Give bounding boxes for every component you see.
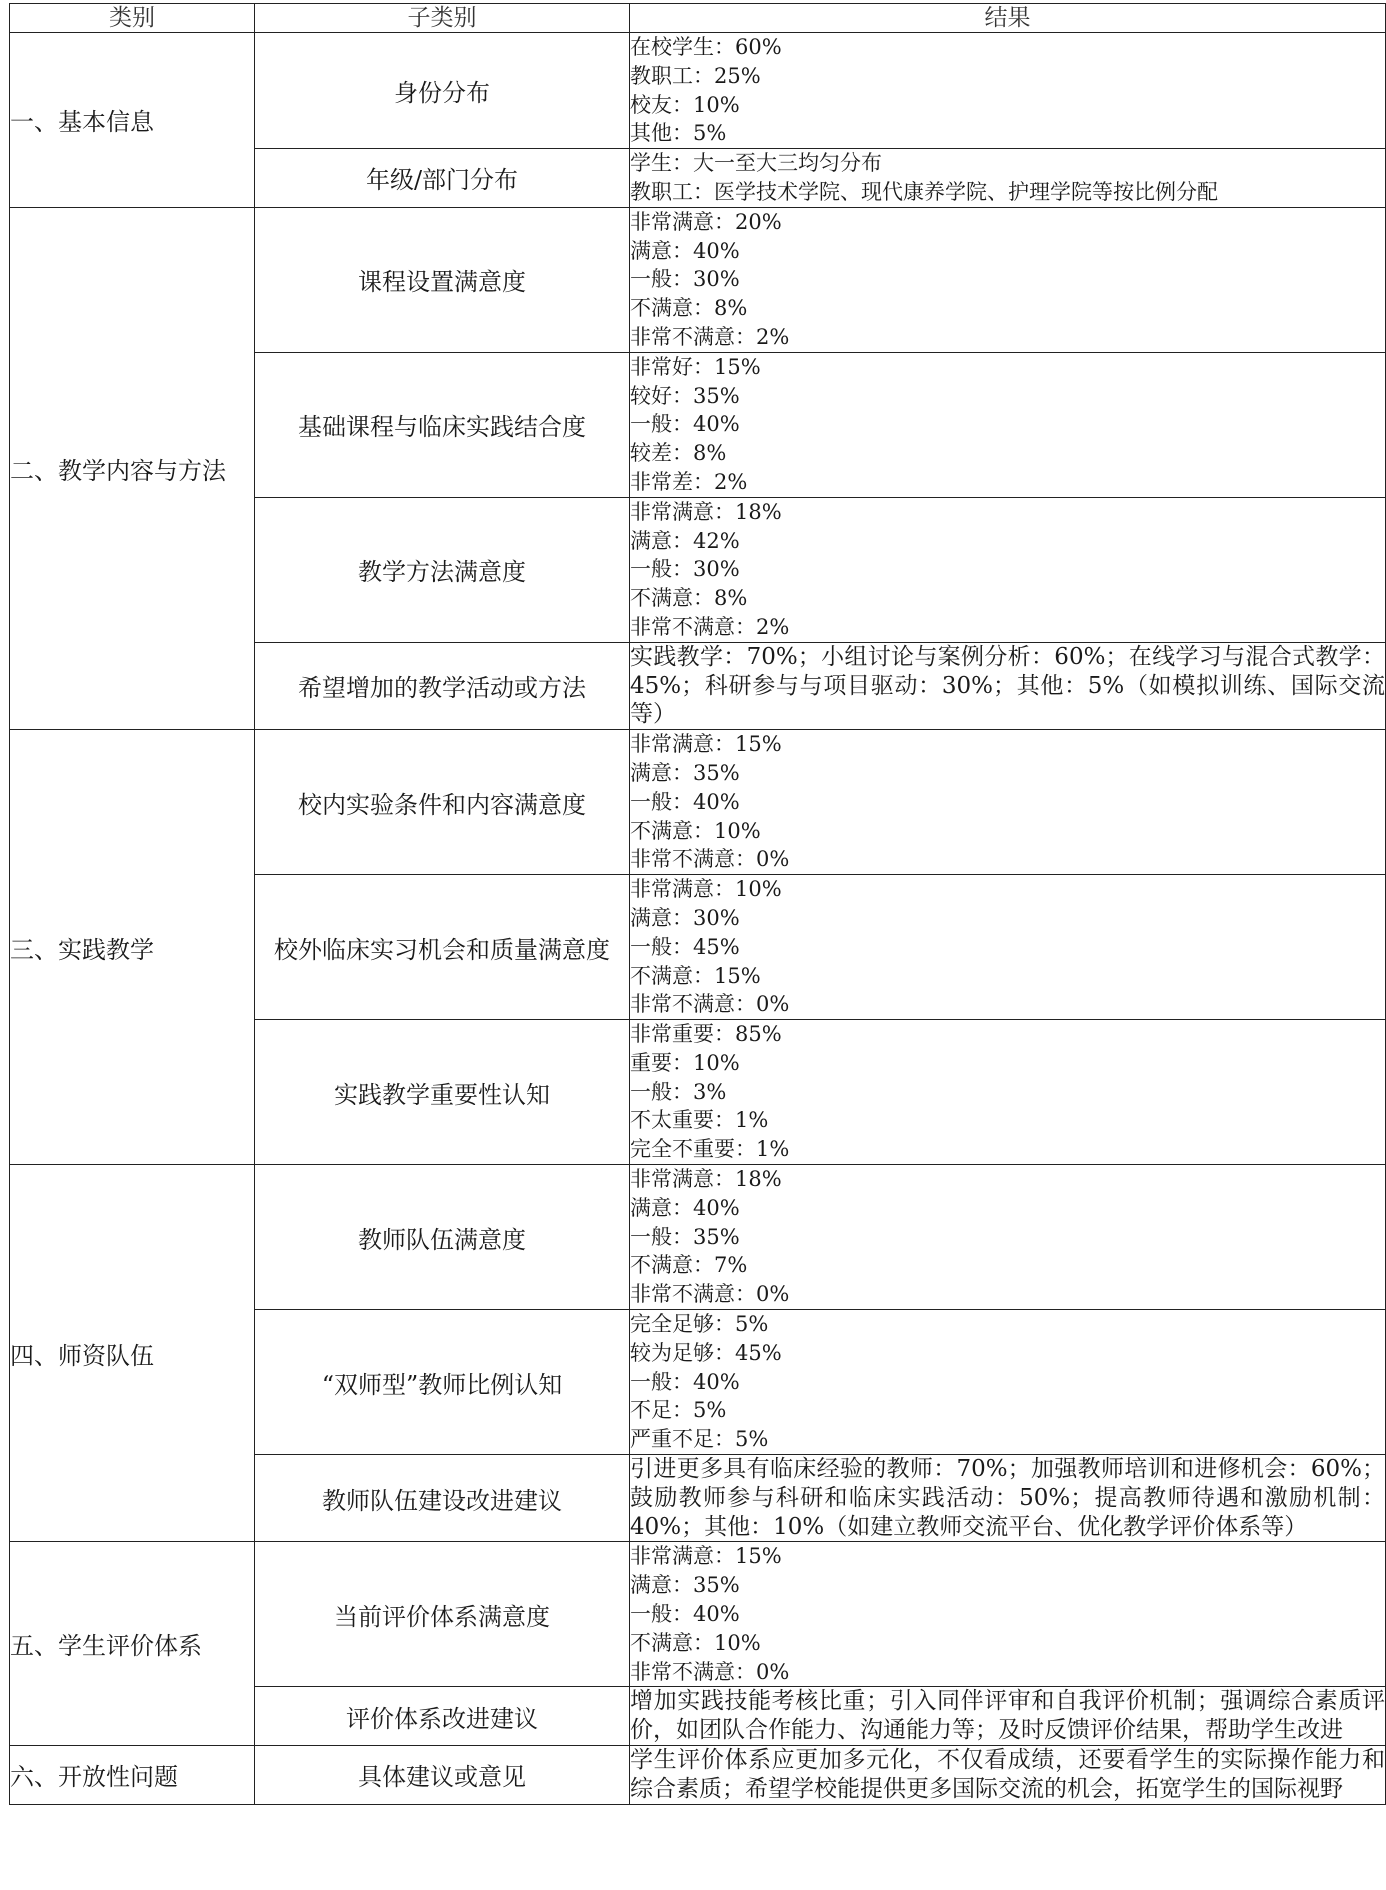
result-line: 一般：40%: [630, 412, 740, 437]
result-cell: [630, 149, 1386, 208]
result-cell: [630, 1542, 1386, 1687]
result-line: 非常好：15%: [630, 354, 761, 379]
subcategory-cell: 当前评价体系满意度: [255, 1542, 630, 1687]
result-line: 非常满意：18%: [630, 499, 782, 524]
result-line: 一般：30%: [630, 557, 740, 582]
table-row: [10, 730, 1386, 875]
survey-sheet: [9, 3, 1385, 1805]
result-line: 较差：8%: [630, 441, 727, 466]
subcategory-cell: 希望增加的教学活动或方法: [255, 642, 630, 729]
header-category: 类别: [10, 4, 255, 33]
result-line: 其他：5%: [630, 121, 727, 146]
result-line: 一般：40%: [630, 789, 740, 814]
result-line: 不满意：10%: [630, 1630, 761, 1655]
result-line: 不满意：15%: [630, 963, 761, 988]
result-line: 满意：35%: [630, 760, 740, 785]
result-line: 严重不足：5%: [630, 1427, 769, 1452]
result-line: 非常重要：85%: [630, 1022, 782, 1047]
result-line: 完全不重要：1%: [630, 1137, 790, 1162]
result-line: 非常满意：15%: [630, 732, 782, 757]
subcategory-cell: 课程设置满意度: [255, 207, 630, 352]
subcategory-cell: 年级/部门分布: [255, 149, 630, 208]
result-line: 重要：10%: [630, 1050, 740, 1075]
result-line: 校友：10%: [630, 92, 740, 117]
result-line: 非常不满意：0%: [630, 992, 790, 1017]
subcategory-cell: 基础课程与临床实践结合度: [255, 352, 630, 497]
result-line: 非常满意：18%: [630, 1167, 782, 1192]
category-cell: 四、师资队伍: [10, 1165, 255, 1542]
result-cell: [630, 207, 1386, 352]
subcategory-cell: 身份分布: [255, 33, 630, 149]
table-body: [10, 33, 1386, 1805]
result-cell: [630, 1165, 1386, 1310]
result-line: 满意：42%: [630, 528, 740, 553]
result-cell: [630, 497, 1386, 642]
result-cell: [630, 1455, 1386, 1542]
result-line: 一般：45%: [630, 934, 740, 959]
subcategory-cell: 校内实验条件和内容满意度: [255, 730, 630, 875]
category-cell: 六、开放性问题: [10, 1746, 255, 1805]
result-line: 一般：35%: [630, 1224, 740, 1249]
result-line: 不足：5%: [630, 1398, 727, 1423]
result-line: 学生：大一至大三均匀分布: [630, 151, 882, 176]
result-line: 一般：30%: [630, 267, 740, 292]
category-cell: 二、教学内容与方法: [10, 207, 255, 729]
result-line: 不满意：8%: [630, 586, 748, 611]
result-paragraph: 增加实践技能考核比重；引入同伴评审和自我评价机制；强调综合素质评价，如团队合作能力、沟通能力等；及时反馈评价结果，帮助学生改进: [630, 1688, 1385, 1744]
table-row: [10, 33, 1386, 149]
result-cell: [630, 730, 1386, 875]
category-cell: 五、学生评价体系: [10, 1542, 255, 1746]
result-cell: [630, 33, 1386, 149]
result-line: 教职工：25%: [630, 63, 761, 88]
result-cell: [630, 1020, 1386, 1165]
result-line: 非常差：2%: [630, 469, 748, 494]
result-line: 完全足够：5%: [630, 1312, 769, 1337]
header-result: 结果: [630, 4, 1386, 33]
survey-results-table: [9, 3, 1386, 1805]
result-cell: [630, 1687, 1386, 1746]
result-paragraph: 实践教学：70%；小组讨论与案例分析：60%；在线学习与混合式教学：45%；科研参与与项目驱动：30%；其他：5%（如模拟训练、国际交流等）: [630, 643, 1385, 728]
category-cell: 三、实践教学: [10, 730, 255, 1165]
subcategory-cell: 评价体系改进建议: [255, 1687, 630, 1746]
result-paragraph: 引进更多具有临床经验的教师：70%；加强教师培训和进修机会：60%；鼓励教师参与科研和临床实践活动：50%；提高教师待遇和激励机制：40%；其他：10%（如建立教师交流平台、优化教学评价体系等）: [630, 1456, 1385, 1540]
result-line: 非常满意：10%: [630, 877, 782, 902]
table-row: [10, 1542, 1386, 1687]
subcategory-cell: 实践教学重要性认知: [255, 1020, 630, 1165]
result-line: 不太重要：1%: [630, 1108, 769, 1133]
result-line: 非常不满意：0%: [630, 1659, 790, 1684]
category-cell: 一、基本信息: [10, 33, 255, 208]
result-line: 非常不满意：2%: [630, 614, 790, 639]
result-line: 不满意：8%: [630, 296, 748, 321]
result-line: 一般：40%: [630, 1369, 740, 1394]
result-line: 一般：40%: [630, 1602, 740, 1627]
result-line: 满意：35%: [630, 1573, 740, 1598]
result-line: 较好：35%: [630, 383, 740, 408]
result-cell: [630, 875, 1386, 1020]
subcategory-cell: 教师队伍建设改进建议: [255, 1455, 630, 1542]
result-line: 非常不满意：0%: [630, 1282, 790, 1307]
result-paragraph: 学生评价体系应更加多元化，不仅看成绩，还要看学生的实际操作能力和综合素质；希望学校能提供更多国际交流的机会，拓宽学生的国际视野: [630, 1747, 1385, 1802]
result-line: 较为足够：45%: [630, 1340, 782, 1365]
result-line: 教职工：医学技术学院、现代康养学院、护理学院等按比例分配: [630, 179, 1218, 204]
header-subcategory: 子类别: [255, 4, 630, 33]
result-line: 在校学生：60%: [630, 35, 782, 59]
result-cell: [630, 642, 1386, 729]
result-line: 非常不满意：0%: [630, 847, 790, 872]
table-row: [10, 207, 1386, 352]
subcategory-cell: 校外临床实习机会和质量满意度: [255, 875, 630, 1020]
table-header-row: [10, 4, 1386, 33]
subcategory-cell: 教学方法满意度: [255, 497, 630, 642]
result-line: 满意：40%: [630, 238, 740, 263]
result-line: 不满意：7%: [630, 1253, 748, 1278]
result-cell: [630, 1746, 1386, 1805]
result-line: 一般：3%: [630, 1079, 727, 1104]
result-cell: [630, 352, 1386, 497]
result-line: 非常不满意：2%: [630, 324, 790, 349]
subcategory-cell: 具体建议或意见: [255, 1746, 630, 1805]
result-line: 非常满意：20%: [630, 209, 782, 234]
result-cell: [630, 1310, 1386, 1455]
table-row: [10, 1165, 1386, 1310]
subcategory-cell: 教师队伍满意度: [255, 1165, 630, 1310]
subcategory-cell: “双师型”教师比例认知: [255, 1310, 630, 1455]
result-line: 满意：40%: [630, 1195, 740, 1220]
result-line: 不满意：10%: [630, 818, 761, 843]
table-row: [10, 1746, 1386, 1805]
result-line: 非常满意：15%: [630, 1544, 782, 1569]
result-line: 满意：30%: [630, 905, 740, 930]
